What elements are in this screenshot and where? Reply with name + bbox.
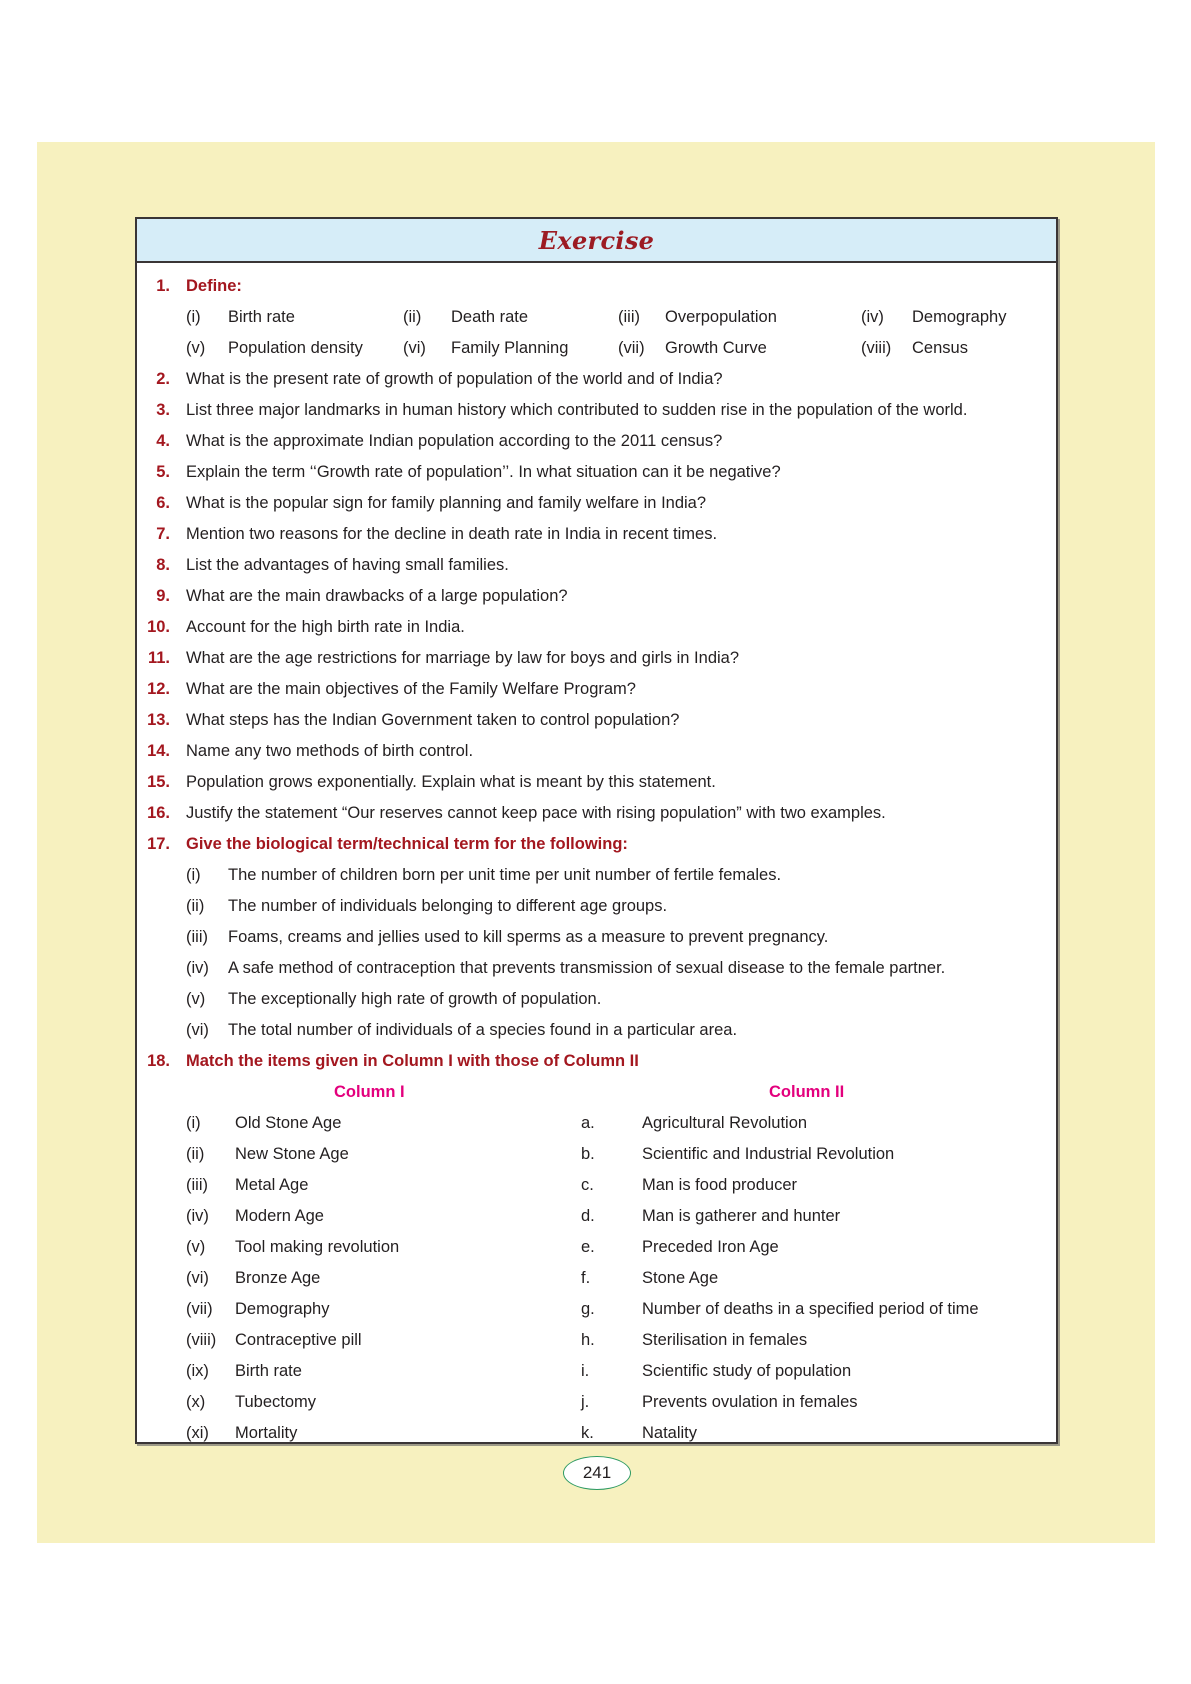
roman-numeral: (ii) (186, 897, 205, 915)
column-1-item: Mortality (235, 1424, 298, 1442)
column-2-item: Agricultural Revolution (642, 1114, 808, 1132)
column-2-item: Preceded Iron Age (642, 1238, 779, 1256)
match-row (137, 1356, 1056, 1387)
term-item (137, 891, 1056, 922)
question-number: 4. (156, 432, 170, 450)
match-column-headers (137, 1077, 1056, 1108)
column-1-item: Contraceptive pill (235, 1331, 362, 1349)
question-17 (137, 829, 1056, 860)
roman-numeral: (ii) (403, 308, 422, 326)
column-2-item: Sterilisation in females (642, 1331, 808, 1349)
question-label: Give the biological term/technical term for the following: (186, 835, 628, 853)
question-13 (137, 705, 1056, 736)
roman-numeral: (iii) (186, 1176, 208, 1194)
match-row (137, 1294, 1056, 1325)
question-text: Explain the term ‘‘Growth rate of population’’. In what situation can it be negative? (186, 463, 781, 481)
question-text: Account for the high birth rate in India. (186, 618, 465, 636)
roman-numeral: (vi) (186, 1269, 209, 1287)
letter-label: a. (581, 1114, 595, 1132)
define-term: Death rate (451, 308, 529, 326)
question-8 (137, 550, 1056, 581)
letter-label: e. (581, 1238, 595, 1256)
exercise-content (137, 263, 1056, 1449)
question-number: 2. (156, 370, 170, 388)
question-18 (137, 1046, 1056, 1077)
question-16 (137, 798, 1056, 829)
match-row (137, 1232, 1056, 1263)
roman-numeral: (viii) (861, 339, 892, 357)
term-description: The number of individuals belonging to different age groups. (228, 897, 668, 915)
match-row (137, 1139, 1056, 1170)
define-term: Family Planning (451, 339, 569, 357)
column-1-item: Bronze Age (235, 1269, 321, 1287)
roman-numeral: (vii) (186, 1300, 213, 1318)
match-row (137, 1418, 1056, 1449)
question-number: 15. (147, 773, 170, 791)
define-row-1 (137, 302, 1056, 333)
column-2-item: Prevents ovulation in females (642, 1393, 858, 1411)
term-description: Foams, creams and jellies used to kill sperms as a measure to prevent pregnancy. (228, 928, 829, 946)
question-text: What is the present rate of growth of population of the world and of India? (186, 370, 723, 388)
term-item (137, 922, 1056, 953)
column-2-item: Man is food producer (642, 1176, 798, 1194)
match-row (137, 1170, 1056, 1201)
roman-numeral: (i) (186, 308, 201, 326)
roman-numeral: (v) (186, 990, 206, 1008)
term-item (137, 1015, 1056, 1046)
term-description: A safe method of contraception that prevents transmission of sexual disease to the female partner. (228, 959, 946, 977)
question-number: 13. (147, 711, 170, 729)
question-4 (137, 426, 1056, 457)
term-description: The number of children born per unit time per unit number of fertile females. (228, 866, 782, 884)
column-1-item: Old Stone Age (235, 1114, 342, 1132)
term-description: The exceptionally high rate of growth of population. (228, 990, 602, 1008)
exercise-box (135, 217, 1058, 1444)
column-2-item: Man is gatherer and hunter (642, 1207, 841, 1225)
question-number: 3. (156, 401, 170, 419)
question-1 (137, 271, 1056, 302)
letter-label: b. (581, 1145, 595, 1163)
column-2-item: Stone Age (642, 1269, 719, 1287)
column-2-item: Scientific study of population (642, 1362, 852, 1380)
question-text: List three major landmarks in human history which contributed to sudden rise in the population of the world. (186, 401, 968, 419)
question-15 (137, 767, 1056, 798)
exercise-title: Exercise (538, 225, 655, 255)
question-6 (137, 488, 1056, 519)
define-term: Birth rate (228, 308, 295, 326)
term-item (137, 953, 1056, 984)
letter-label: j. (581, 1393, 590, 1411)
roman-numeral: (vii) (618, 339, 645, 357)
term-item (137, 984, 1056, 1015)
term-item (137, 860, 1056, 891)
question-number: 10. (147, 618, 170, 636)
column-1-item: Tubectomy (235, 1393, 317, 1411)
page-number: 241 (563, 1456, 631, 1490)
question-text: List the advantages of having small families. (186, 556, 509, 574)
question-number: 17. (147, 835, 170, 853)
roman-numeral: (v) (186, 1238, 206, 1256)
question-text: What are the age restrictions for marriage by law for boys and girls in India? (186, 649, 740, 667)
question-number: 11. (147, 649, 170, 667)
roman-numeral: (viii) (186, 1331, 217, 1349)
question-text: Mention two reasons for the decline in death rate in India in recent times. (186, 525, 718, 543)
column-2-item: Scientific and Industrial Revolution (642, 1145, 895, 1163)
letter-label: c. (581, 1176, 594, 1194)
column-1-item: Tool making revolution (235, 1238, 400, 1256)
match-row (137, 1108, 1056, 1139)
roman-numeral: (i) (186, 1114, 201, 1132)
roman-numeral: (xi) (186, 1424, 209, 1442)
roman-numeral: (ix) (186, 1362, 209, 1380)
column-1-item: Birth rate (235, 1362, 302, 1380)
define-term: Growth Curve (665, 339, 767, 357)
question-number: 1. (156, 277, 170, 295)
match-row (137, 1387, 1056, 1418)
letter-label: d. (581, 1207, 595, 1225)
column-1-item: New Stone Age (235, 1145, 349, 1163)
question-number: 7. (156, 525, 170, 543)
question-number: 6. (156, 494, 170, 512)
question-text: What are the main drawbacks of a large population? (186, 587, 568, 605)
column-1-item: Modern Age (235, 1207, 324, 1225)
question-11 (137, 643, 1056, 674)
match-row (137, 1201, 1056, 1232)
roman-numeral: (ii) (186, 1145, 205, 1163)
letter-label: g. (581, 1300, 595, 1318)
term-description: The total number of individuals of a species found in a particular area. (228, 1021, 738, 1039)
column-2-item: Number of deaths in a specified period of time (642, 1300, 979, 1318)
column-2-item: Natality (642, 1424, 698, 1442)
question-10 (137, 612, 1056, 643)
define-term: Overpopulation (665, 308, 777, 326)
roman-numeral: (vi) (403, 339, 426, 357)
define-term: Census (912, 339, 968, 357)
question-9 (137, 581, 1056, 612)
roman-numeral: (x) (186, 1393, 206, 1411)
question-14 (137, 736, 1056, 767)
question-number: 12. (147, 680, 170, 698)
question-7 (137, 519, 1056, 550)
column-1-header: Column I (334, 1083, 405, 1101)
question-2 (137, 364, 1056, 395)
column-1-item: Demography (235, 1300, 330, 1318)
question-label: Define: (186, 277, 242, 295)
question-number: 14. (147, 742, 170, 760)
roman-numeral: (iii) (186, 928, 208, 946)
question-text: Population grows exponentially. Explain what is meant by this statement. (186, 773, 716, 791)
question-number: 5. (156, 463, 170, 481)
question-text: Name any two methods of birth control. (186, 742, 474, 760)
define-term: Demography (912, 308, 1007, 326)
column-2-header: Column II (769, 1083, 845, 1101)
question-number: 18. (147, 1052, 170, 1070)
letter-label: k. (581, 1424, 594, 1442)
roman-numeral: (i) (186, 866, 201, 884)
define-term: Population density (228, 339, 363, 357)
define-row-2 (137, 333, 1056, 364)
question-text: What is the popular sign for family planning and family welfare in India? (186, 494, 707, 512)
question-text: What is the approximate Indian population according to the 2011 census? (186, 432, 723, 450)
question-text: What are the main objectives of the Family Welfare Program? (186, 680, 636, 698)
roman-numeral: (vi) (186, 1021, 209, 1039)
exercise-header (137, 219, 1056, 263)
letter-label: i. (581, 1362, 590, 1380)
question-number: 8. (156, 556, 170, 574)
question-5 (137, 457, 1056, 488)
roman-numeral: (v) (186, 339, 206, 357)
question-text: What steps has the Indian Government taken to control population? (186, 711, 680, 729)
column-1-item: Metal Age (235, 1176, 309, 1194)
question-12 (137, 674, 1056, 705)
match-row (137, 1325, 1056, 1356)
letter-label: h. (581, 1331, 595, 1349)
roman-numeral: (iv) (861, 308, 884, 326)
letter-label: f. (581, 1269, 591, 1287)
question-number: 16. (147, 804, 170, 822)
question-3 (137, 395, 1056, 426)
question-number: 9. (156, 587, 170, 605)
roman-numeral: (iv) (186, 1207, 209, 1225)
roman-numeral: (iii) (618, 308, 640, 326)
match-row (137, 1263, 1056, 1294)
roman-numeral: (iv) (186, 959, 209, 977)
question-label: Match the items given in Column I with those of Column II (186, 1052, 639, 1070)
question-text: Justify the statement “Our reserves cannot keep pace with rising population” with two examples. (186, 804, 886, 822)
